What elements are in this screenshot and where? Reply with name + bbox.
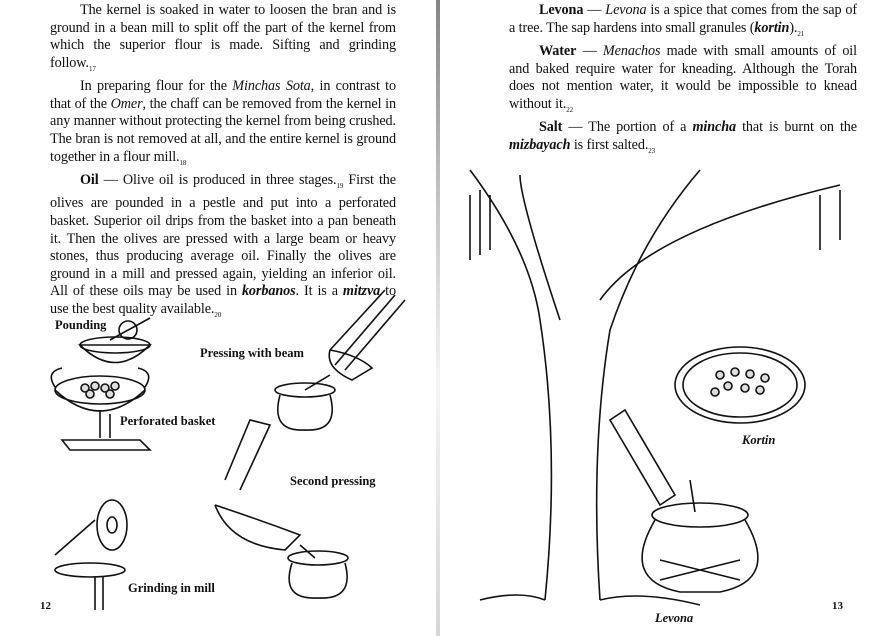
paragraph-water: Water — Menachos made with small amounts of oil and baked require water for kneading. Although the Torah does not mention water, it would be impossible to knead without $it._{22}$	[509, 43, 857, 114]
caption-grinding-in-mill: Grinding in mill	[128, 581, 215, 595]
footnote-21: 21	[797, 29, 805, 38]
caption-pounding: Pounding	[55, 318, 107, 332]
paragraph-minchas-sota: In preparing flour for the Minchas Sota, in contrast to that of the Omer, the chaff can be removed from the kernel in any manner without protecting the kernel from being crushed. The bran is not removed at all, and the entire kernel is ground together in a flour $mill._{18}$	[50, 78, 396, 167]
kortin-tray-illustration	[675, 347, 805, 423]
caption-kortin: Kortin	[742, 433, 776, 447]
caption-pressing-with-beam: Pressing with beam	[200, 346, 304, 360]
grinding-mill-illustration	[55, 500, 127, 610]
levona-pot-illustration	[642, 480, 758, 592]
basket-bowl-illustration	[51, 368, 150, 450]
paragraph-levona: Levona — Levona is a spice that comes from the sap of a tree. The sap hardens into small granules $(kortin)._{21}$	[509, 2, 857, 38]
caption-perforated-basket: Perforated basket	[120, 414, 216, 428]
tree-illustration	[470, 170, 840, 605]
paragraph-salt: Salt — The portion of a mincha that is burnt on the mizbayach is first $salted._{23}$	[509, 119, 857, 155]
footnote-22: 22	[566, 105, 574, 114]
caption-second-pressing: Second pressing	[290, 474, 376, 488]
footnote-18: 18	[179, 158, 187, 167]
paragraph-kernel: The kernel is soaked in water to loosen the bran and is ground in a bean mill to split off the part of the kernel from which the superior flour is made. Sifting and grinding $follow._{17}$	[50, 2, 396, 73]
page-number-right: 13	[832, 600, 843, 612]
page-number-left: 12	[40, 600, 51, 612]
footnote-20: 20	[214, 310, 222, 319]
caption-levona: Levona	[655, 611, 694, 625]
footnote-19: 19	[336, 181, 344, 190]
second-press-illustration	[215, 420, 348, 598]
footnote-17: 17	[88, 64, 96, 73]
paragraph-oil: Oil — Olive oil is produced in three $stages._{19}$ First the olives are pounded in a pestle and put into a perforated basket. Superior oil drips from the basket into a pan beneath it. Then the olives are pressed with a large beam or heavy stones, thus producing average oil. Finally the olives are ground in a mill and pressed again, yielding an inferior oil. All of these oils may be used in korbanos. It is a mitzva to use the best quality $available._{20}$	[50, 172, 396, 319]
footnote-23: 23	[648, 146, 656, 155]
